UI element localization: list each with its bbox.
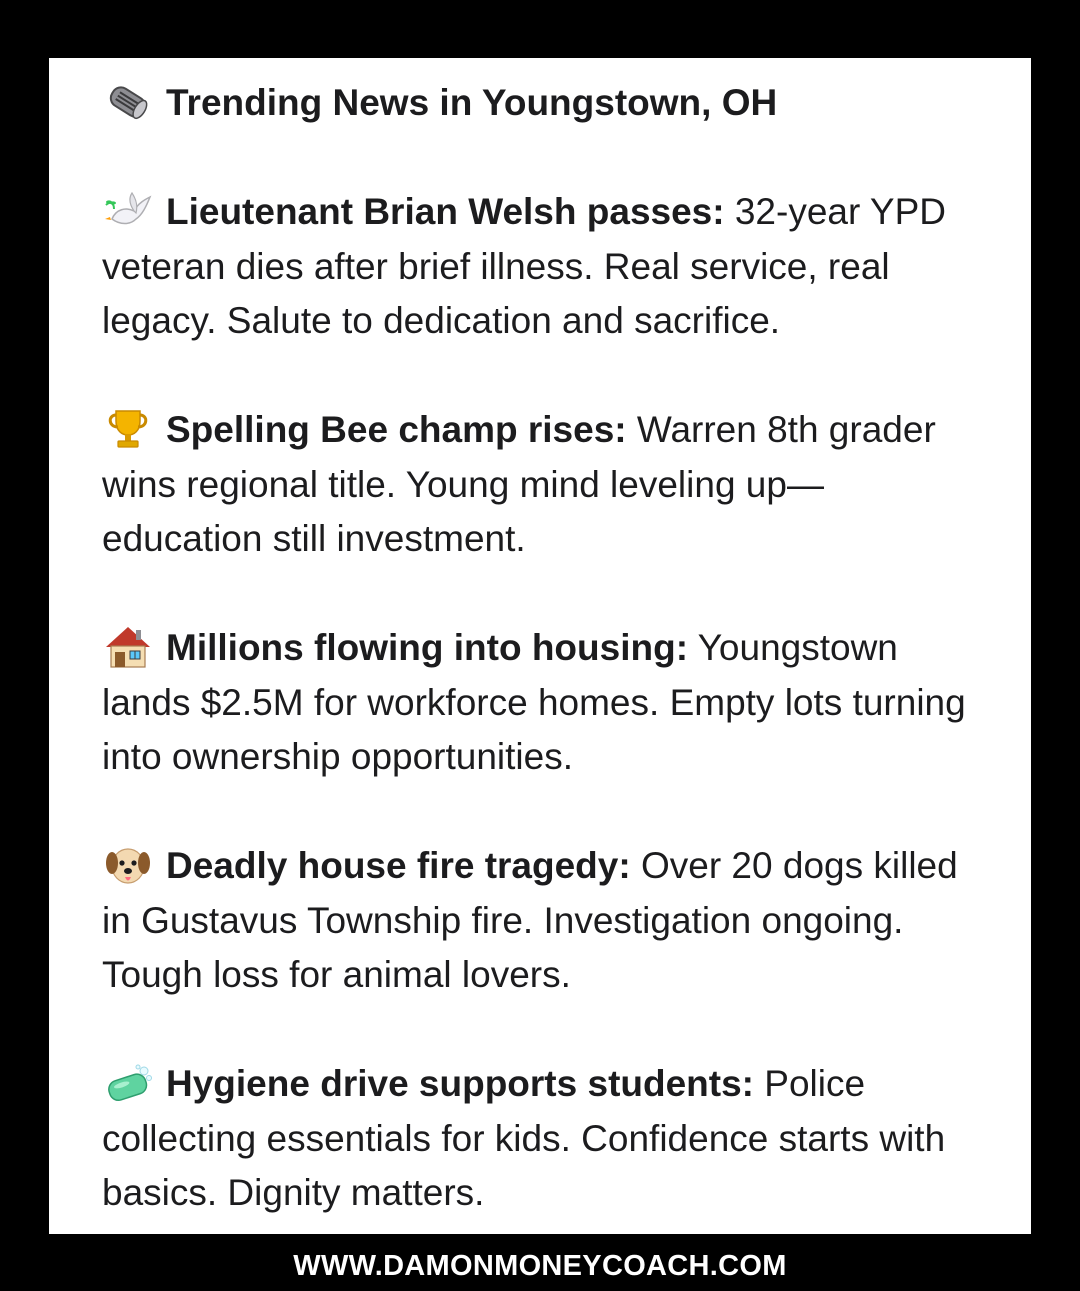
news-headline: Spelling Bee champ rises: bbox=[166, 409, 627, 450]
news-body: 32-year YPD veteran dies after brief illness. Real service, real legacy. Salute to dedication and sacrifice. bbox=[102, 191, 947, 341]
soap-icon bbox=[102, 1061, 154, 1105]
news-body: Youngstown lands $2.5M for workforce homes. Empty lots turning into ownership opportunities. bbox=[102, 627, 966, 777]
website-url: WWW.DAMONMONEYCOACH.COM bbox=[293, 1250, 787, 1282]
house-icon bbox=[102, 625, 154, 669]
post-content bbox=[102, 76, 982, 1221]
news-body: Police collecting essentials for kids. Confidence starts with basics. Dignity matters. bbox=[102, 1063, 946, 1213]
post-title-text: Trending News in Youngstown, OH bbox=[166, 82, 778, 123]
news-body: Warren 8th grader wins regional title. Young mind leveling up—education still investment. bbox=[102, 409, 936, 559]
news-headline: Millions flowing into housing: bbox=[166, 627, 689, 668]
news-item-3 bbox=[102, 621, 982, 785]
trophy-icon bbox=[102, 407, 154, 451]
dog-face-icon bbox=[102, 843, 154, 887]
news-item-4 bbox=[102, 839, 982, 1003]
news-body: Over 20 dogs killed in Gustavus Township fire. Investigation ongoing. Tough loss for animal lovers. bbox=[102, 845, 958, 995]
news-headline: Hygiene drive supports students: bbox=[166, 1063, 754, 1104]
news-headline: Lieutenant Brian Welsh passes: bbox=[166, 191, 725, 232]
news-item-2 bbox=[102, 403, 982, 567]
dove-icon bbox=[102, 189, 154, 233]
news-item-1 bbox=[102, 185, 982, 349]
news-item-5 bbox=[102, 1057, 982, 1221]
post-card bbox=[49, 58, 1031, 1234]
post-title bbox=[102, 76, 982, 131]
news-headline: Deadly house fire tragedy: bbox=[166, 845, 631, 886]
newspaper-icon bbox=[102, 80, 154, 124]
